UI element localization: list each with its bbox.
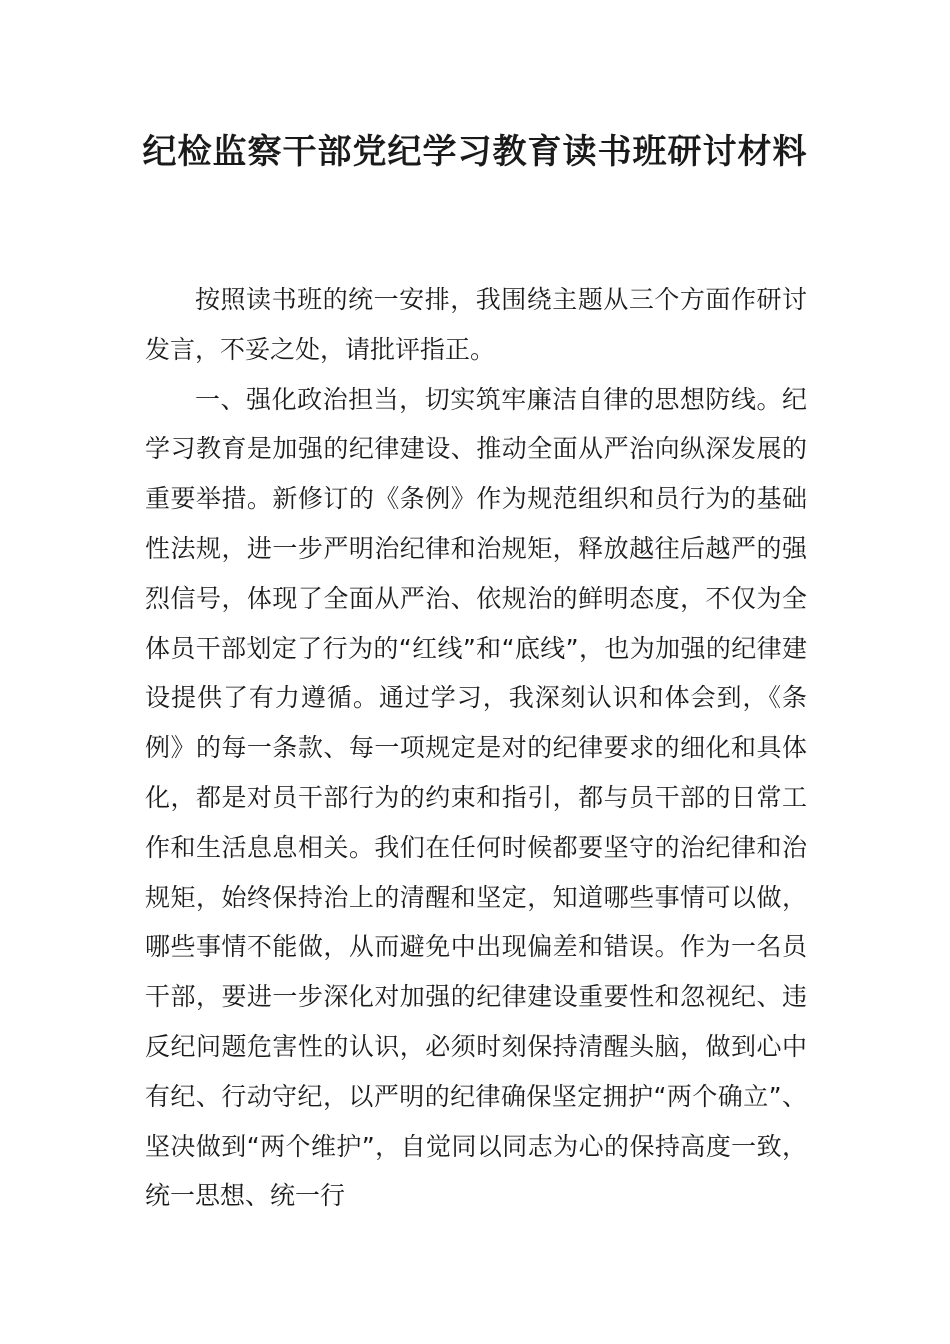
document-title: 纪检监察干部党纪学习教育读书班研讨材料 [142,132,808,172]
document-body [145,275,807,1221]
paragraph-section-one: 一、强化政治担当，切实筑牢廉洁自律的思想防线。纪学习教育是加强的纪律建设、推动全面从严治向纵深发展的重要举措。新修订的《条例》作为规范组织和员行为的基础性法规，进一步严明治纪律和治规矩，释放越往后越严的强烈信号，体现了全面从严治、依规治的鲜明态度，不仅为全体员干部划定了行为的“红线”和“底线”，也为加强的纪律建设提供了有力遵循。通过学习，我深刻认识和体会到，《条例》的每一条款、每一项规定是对的纪律要求的细化和具体化，都是对员干部行为的约束和指引，都与员干部的日常工作和生活息息相关。我们在任何时候都要坚守的治纪律和治规矩，始终保持治上的清醒和坚定，知道哪些事情可以做，哪些事情不能做，从而避免中出现偏差和错误。作为一名员干部，要进一步深化对加强的纪律建设重要性和忽视纪、违反纪问题危害性的认识，必须时刻保持清醒头脑，做到心中有纪、行动守纪，以严明的纪律确保坚定拥护“两个确立”、坚决做到“两个维护”，自觉同以同志为心的保持高度一致，统一思想、统一行 [145,384,807,1211]
paragraph-intro: 按照读书班的统一安排，我围绕主题从三个方面作研讨发言，不妥之处，请批评指正。 [145,285,807,364]
